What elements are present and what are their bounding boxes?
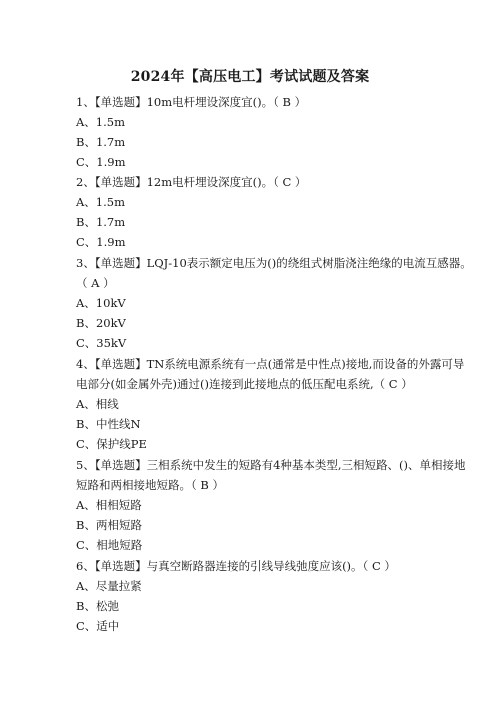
- q6-option-c: C、适中: [76, 619, 120, 633]
- q3-option-b: B、20kV: [76, 316, 126, 330]
- q5-option-a: A、相相短路: [76, 498, 142, 512]
- q4-stem-line2: 电部分(如金属外壳)通过()连接到此接地点的低压配电系统,（ C ）: [76, 377, 413, 391]
- q2-option-c: C、1.9m: [76, 235, 126, 249]
- q1-stem: 1、【单选题】10m电杆埋设深度宜()。（ B ）: [76, 95, 307, 109]
- q4-option-b: B、中性线N: [76, 417, 141, 431]
- q1-option-a: A、1.5m: [76, 115, 125, 129]
- q4-option-a: A、相线: [76, 397, 119, 411]
- q4-stem-line1: 4、【单选题】TN系统电源系统有一点(通常是中性点)接地,而设备的外露可导: [76, 357, 465, 371]
- q5-stem-line1: 5、【单选题】三相系统中发生的短路有4种基本类型,三相短路、()、单相接地: [76, 458, 466, 472]
- q3-stem: 3、【单选题】LQJ-10表示额定电压为()的绕组式树脂浇注绝缘的电流互感器。: [76, 256, 472, 270]
- q6-option-b: B、松弛: [76, 599, 119, 613]
- q5-option-b: B、两相短路: [76, 518, 142, 532]
- q2-stem: 2、【单选题】12m电杆埋设深度宜()。（ C ）: [76, 175, 307, 189]
- q6-stem: 6、【单选题】与真空断路器连接的引线导线弛度应该()。（ C ）: [76, 559, 396, 573]
- q4-option-c: C、保护线PE: [76, 437, 147, 451]
- q1-option-c: C、1.9m: [76, 155, 126, 169]
- q3-option-a: A、10kV: [76, 296, 126, 310]
- q5-stem-line2: 短路和两相接地短路。（ B ）: [76, 478, 225, 492]
- q1-option-b: B、1.7m: [76, 135, 126, 149]
- document-title: 2024年【高压电工】考试试题及答案: [130, 69, 370, 85]
- q2-option-b: B、1.7m: [76, 215, 126, 229]
- q6-option-a: A、尽量拉紧: [76, 579, 142, 593]
- q5-option-c: C、相地短路: [76, 538, 143, 552]
- q3-answer: （ A ）: [76, 276, 115, 290]
- q2-option-a: A、1.5m: [76, 195, 125, 209]
- q3-option-c: C、35kV: [76, 336, 127, 350]
